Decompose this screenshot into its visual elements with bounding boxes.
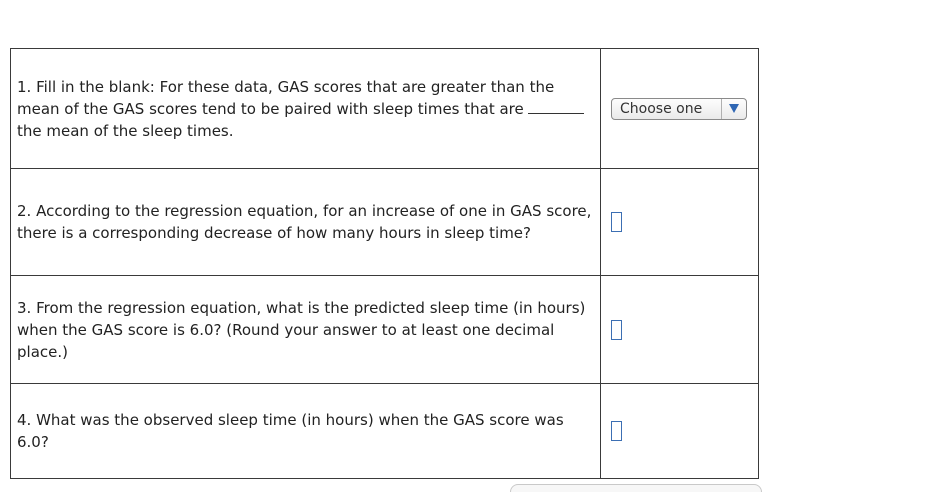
question-1-part2: the mean of the sleep times. [17,121,234,140]
answer-cell-4 [601,384,759,479]
question-3-text: 3. From the regression equation, what is the predicted sleep time (in hours) when the GAS score is 6.0? (Round your answer to at least one decimal place.) [11,276,601,384]
fill-blank [528,99,584,114]
question-2-text: 2. According to the regression equation, for an increase of one in GAS score, there is a corresponding decrease of how many hours in sleep time? [11,169,601,276]
answer-cell-3 [601,276,759,384]
dropdown-selected-value: Choose one [620,100,703,117]
answer-cell-1 [601,49,759,169]
partial-button-bottom[interactable] [510,484,762,492]
question-row-2 [11,169,759,276]
question-row-1 [11,49,759,169]
question-1-part1: 1. Fill in the blank: For these data, GAS scores that are greater than the mean of the GAS scores tend to be paired with sleep times that are [17,77,555,118]
answer-input-3[interactable] [611,320,622,340]
question-1-text [11,49,601,169]
answer-input-4[interactable] [611,421,622,441]
answer-input-2[interactable] [611,212,622,232]
question-4-text: 4. What was the observed sleep time (in hours) when the GAS score was 6.0? [11,384,601,479]
question-row-3 [11,276,759,384]
question-row-4 [11,384,759,479]
choose-one-dropdown[interactable] [611,98,747,120]
answer-cell-2 [601,169,759,276]
triangle-down-icon [721,99,746,119]
question-table [10,48,759,479]
